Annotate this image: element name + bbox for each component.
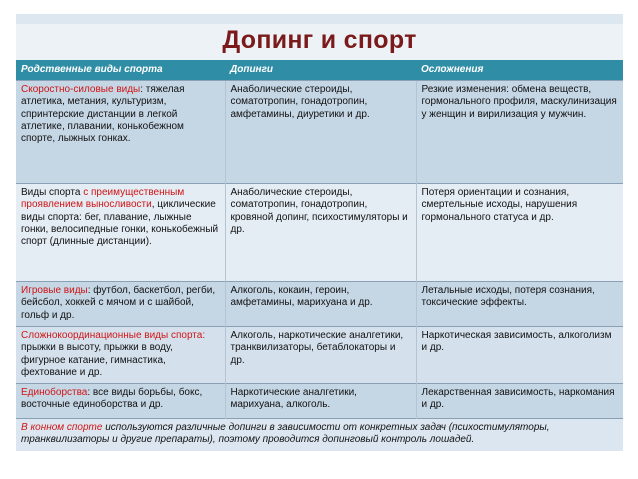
sport-highlight: Единоборства xyxy=(21,387,88,399)
page-title: Допинг и спорт xyxy=(222,26,417,54)
sport-text: : тяжелая атлетика, метания, культуризм, спринтерские дистанции в легкой атлетике, плавании, конькобежном спорте, лыжных гонках. xyxy=(21,84,185,145)
doping-cell: Алкоголь, наркотические аналгетики, транквилизаторы, бетаблокаторы и др. xyxy=(225,327,416,384)
table-row xyxy=(16,184,623,282)
doping-cell: Анаболические стероиды, соматотропин, гонадотропин, амфетамины, диуретики и др. xyxy=(225,81,416,184)
complications-cell: Резкие изменения: обмена веществ, гормонального профиля, маскулинизация у женщин и вирилизация у мужчин. xyxy=(416,81,623,184)
sport-highlight: Игровые виды xyxy=(21,285,88,296)
sport-text: : все виды борьбы, бокс, восточные единоборства и др. xyxy=(21,387,203,411)
header-doping: Допинги xyxy=(225,60,416,81)
note-highlight: В конном спорте xyxy=(21,422,103,434)
sport-cell xyxy=(16,282,225,327)
sport-cell xyxy=(16,384,225,419)
note-cell xyxy=(16,419,623,451)
sport-cell xyxy=(16,184,225,282)
header-complications: Осложнения xyxy=(416,60,623,81)
sport-highlight: с преимущественным проявлением выносливости xyxy=(21,187,185,211)
doping-cell: Алкоголь, кокаин, героин, амфетамины, марихуана и др. xyxy=(225,282,416,327)
sport-cell xyxy=(16,327,225,384)
complications-cell: Потеря ориентации и сознания, смертельные исходы, нарушения гормонального статуса и др. xyxy=(416,184,623,282)
slide xyxy=(16,14,623,446)
table-row xyxy=(16,282,623,327)
table-row xyxy=(16,81,623,184)
sport-text: , циклические виды спорта: бег, плавание, лыжные гонки, велосипедные гонки, конькобежный спорт (длинные дистанции). xyxy=(21,199,219,248)
header-sports: Родственные виды спорта xyxy=(16,60,225,81)
sport-highlight: Сложнокоординационные виды спорта: xyxy=(21,330,206,341)
table-header-row xyxy=(16,60,623,81)
title-band xyxy=(16,24,623,60)
doping-cell: Анаболические стероиды, соматотропин, гонадотропин, кровяной допинг, психостимуляторы и др. xyxy=(225,184,416,282)
sport-prefix: Виды спорта xyxy=(21,187,84,198)
complications-cell: Летальные исходы, потеря сознания, токсические эффекты. xyxy=(416,282,623,327)
sport-highlight: Скоростно-силовые виды xyxy=(21,84,141,95)
complications-cell: Наркотическая зависимость, алкоголизм и др. xyxy=(416,327,623,384)
note-row xyxy=(16,419,623,451)
doping-table xyxy=(16,60,623,451)
note-text: используются различные допинги в зависимости от конкретных задач (психостимуляторы, транквилизаторы и другие препараты), поэтому проводится допинговый контроль лошадей. xyxy=(21,422,550,446)
table-row xyxy=(16,327,623,384)
sport-cell xyxy=(16,81,225,184)
table-row xyxy=(16,384,623,419)
sport-text: прыжки в высоту, прыжки в воду, фигурное катание, гимнастика, фехтование и др. xyxy=(21,342,173,378)
doping-cell: Наркотические аналгетики, марихуана, алкоголь. xyxy=(225,384,416,419)
complications-cell: Лекарственная зависимость, наркомания и др. xyxy=(416,384,623,419)
sport-text: : футбол, баскетбол, регби, бейсбол, хоккей с мячом и с шайбой, гольф и др. xyxy=(21,285,216,321)
